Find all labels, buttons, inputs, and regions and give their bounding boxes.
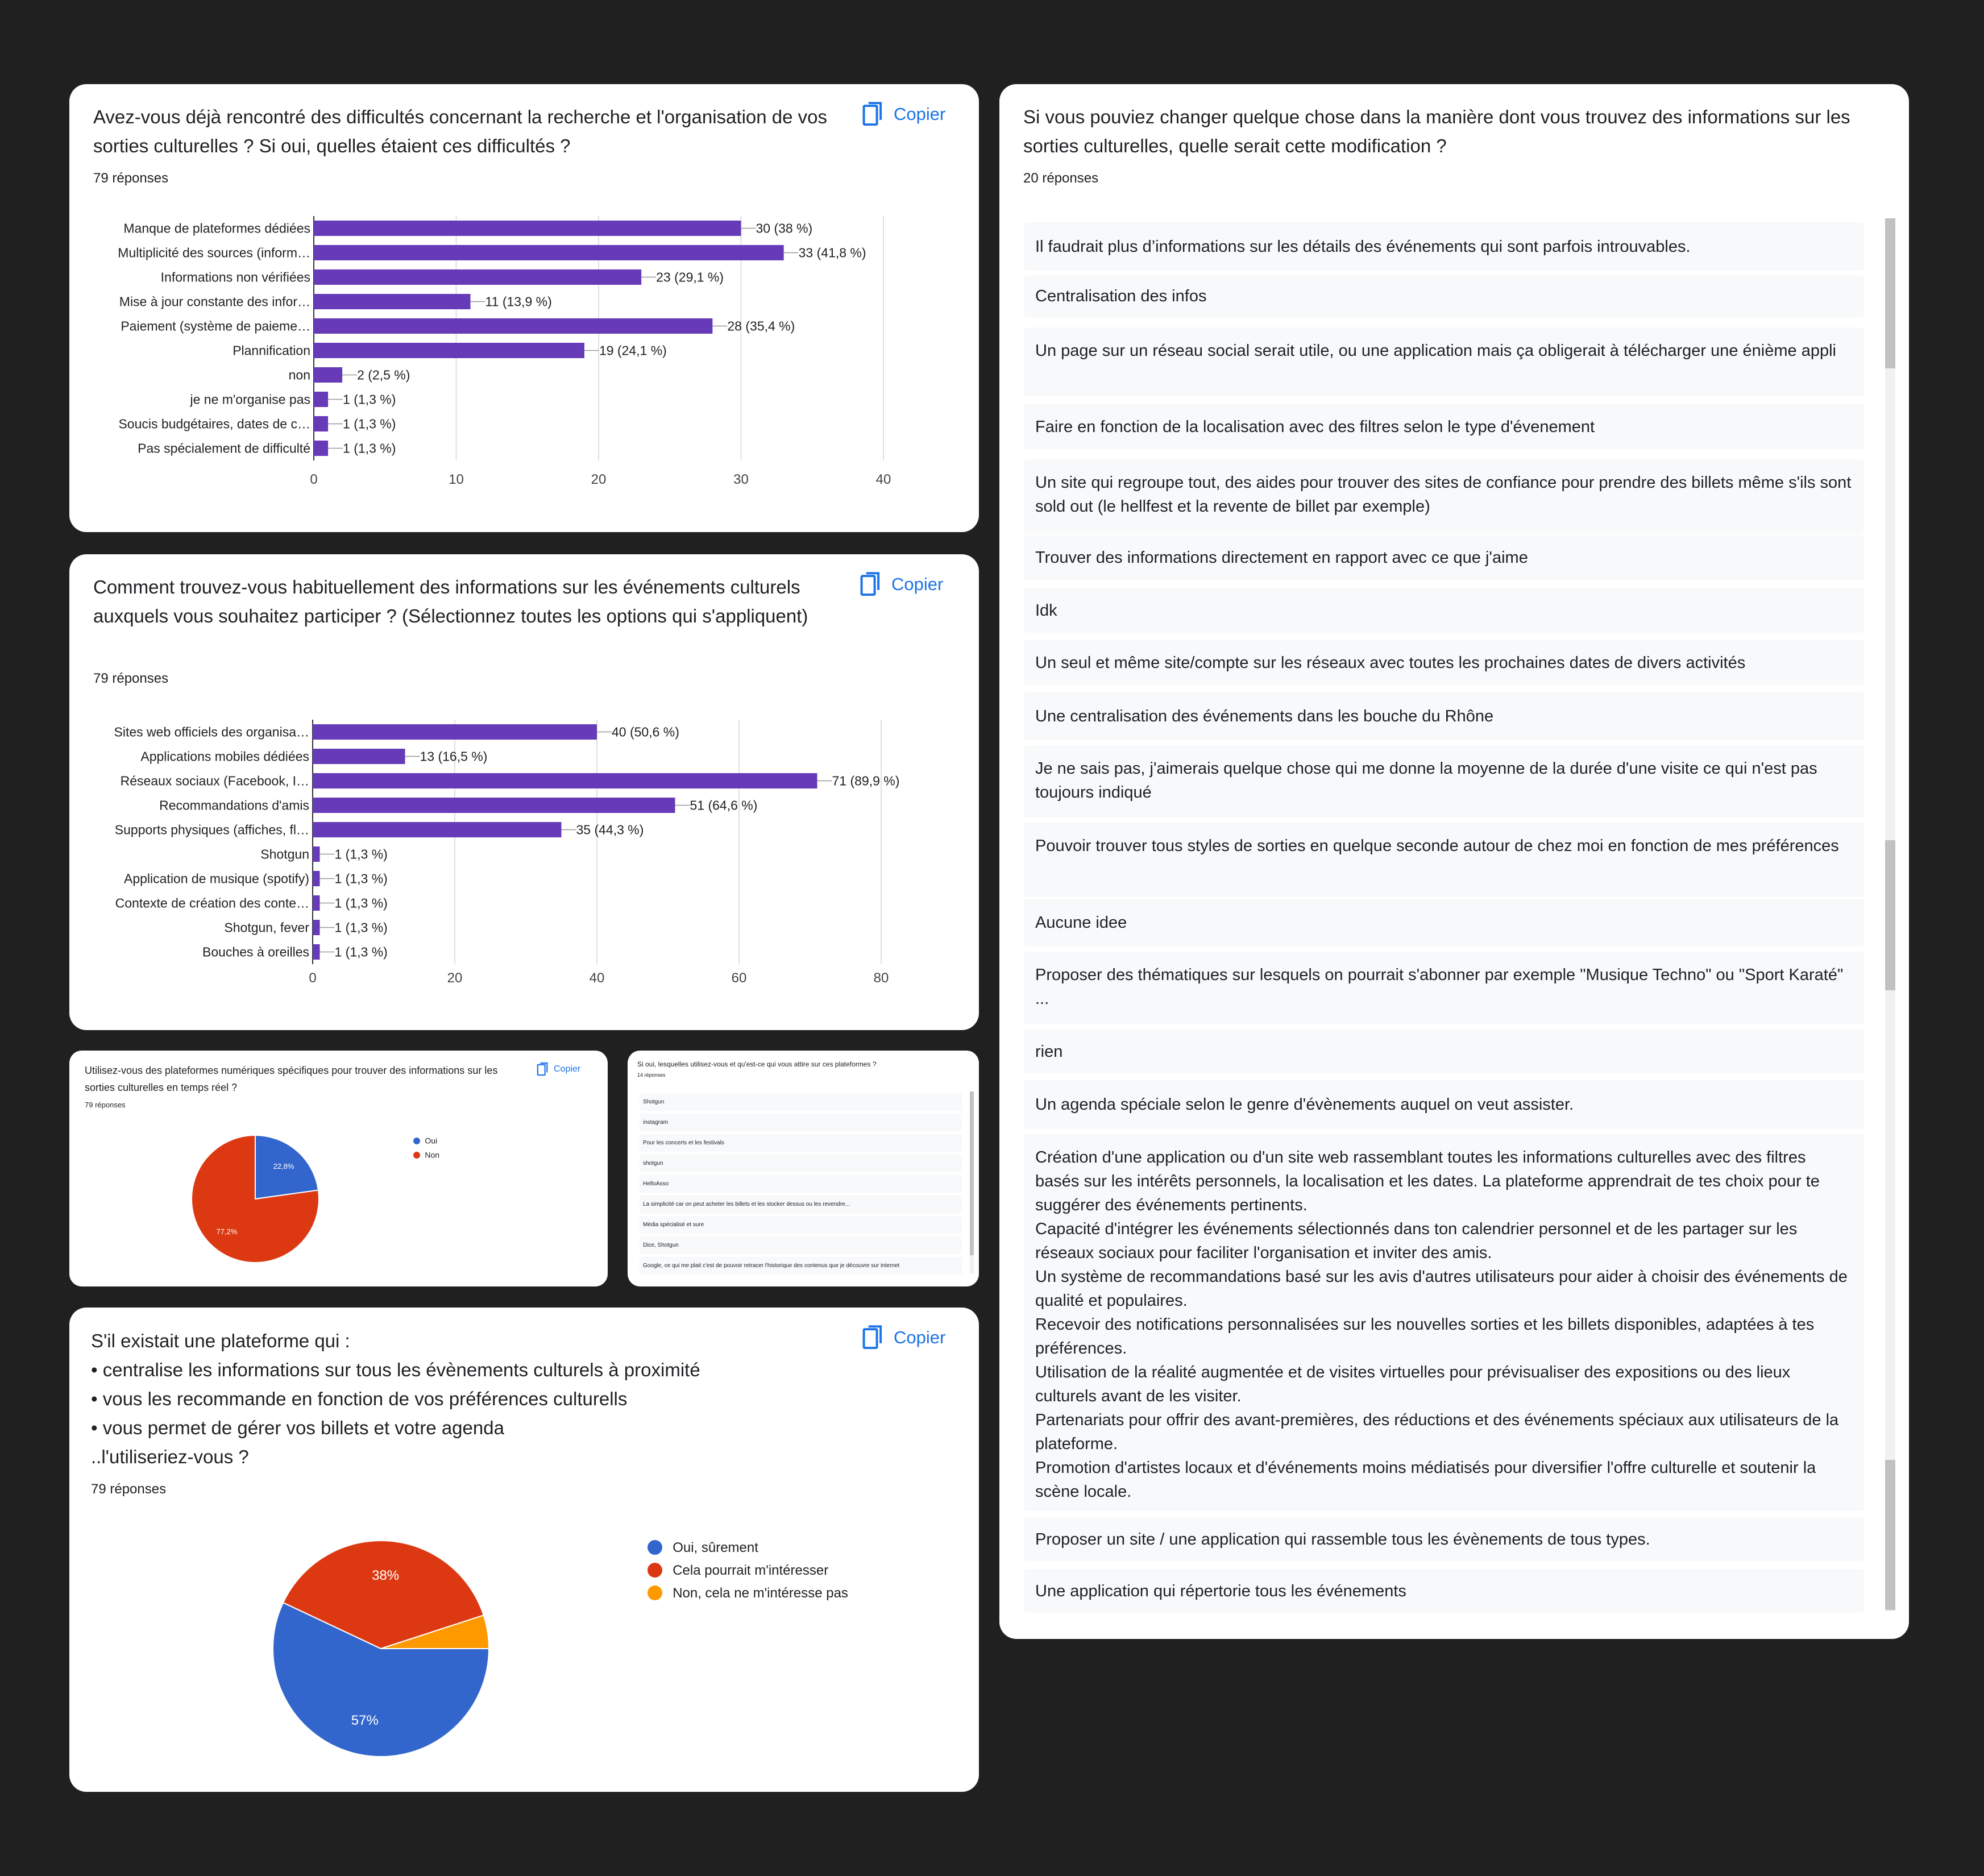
response-item (1024, 823, 1864, 897)
response-item (1024, 1517, 1864, 1561)
response-text: Un page sur un réseau social serait utile, ou une application mais ça obligerait à télécharger une énième appli (1035, 342, 1836, 360)
title-line: S'il existait une plateforme qui : (91, 1330, 350, 1351)
bar (314, 294, 471, 309)
y-category-label: Bouches à oreilles (202, 944, 309, 960)
x-tick-label: 60 (731, 970, 747, 986)
copy-label: Copier (894, 1327, 946, 1347)
legend-swatch (648, 1563, 662, 1578)
data-label: 2 (2,5 %) (357, 367, 410, 383)
data-label: 35 (44,3 %) (576, 822, 644, 837)
y-category-label: Manque de plateformes dédiées (123, 221, 310, 236)
bar (314, 269, 641, 285)
data-label: 1 (1,3 %) (334, 871, 388, 886)
response-text: Il faudrait plus d’informations sur les détails des événements qui sont parfois introuvables. (1035, 237, 1691, 256)
question-card-digital-platforms (69, 1051, 608, 1286)
scroll-thumb[interactable] (1885, 1460, 1895, 1610)
response-item (1024, 640, 1864, 685)
response-item (640, 1114, 962, 1131)
response-text: Shotgun (643, 1098, 665, 1105)
bar (313, 944, 320, 960)
response-item (1024, 404, 1864, 449)
response-item (640, 1175, 962, 1193)
y-category-label: Informations non vérifiées (160, 269, 310, 285)
data-label: 40 (50,6 %) (612, 724, 679, 740)
pie-chart-use-platform (69, 1308, 979, 1792)
response-count: 79 réponses (93, 171, 169, 186)
question-title: Si oui, lesquelles utilisez-vous et qu'est-ce qui vous attire sur ces plateformes ? (637, 1060, 877, 1068)
bar (314, 221, 741, 236)
y-category-label: je ne m'organise pas (190, 392, 310, 407)
question-title: Comment trouvez-vous habituellement des informations sur les événements culturels auxquels vous souhaitez participer ? (Sélectionnez toutes les options qui s'appliquent) (93, 576, 808, 626)
response-item (1024, 1134, 1864, 1511)
question-card-difficulties (69, 84, 979, 532)
response-item (1024, 1569, 1864, 1613)
data-label: 1 (1,3 %) (343, 441, 396, 456)
bar (313, 871, 320, 886)
y-category-label: Application de musique (spotify) (124, 871, 309, 886)
response-text: Un seul et même site/compte sur les réseaux avec toutes les prochaines dates de divers activités (1035, 653, 1746, 672)
slice-label: 57% (351, 1713, 379, 1729)
response-count: 79 réponses (85, 1101, 126, 1109)
response-item (1024, 275, 1864, 317)
bar (314, 367, 342, 383)
response-text: Média spécialisé et sure (643, 1221, 704, 1228)
y-category-label: Shotgun (260, 846, 309, 862)
bar (313, 749, 405, 764)
question-title: Utilisez-vous des plateformes numériques spécifiques pour trouver des informations sur les sorties culturelles en temps réel ? (85, 1065, 498, 1093)
question-title: Avez-vous déjà rencontré des difficultés concernant la recherche et l'organisation de vos sorties culturelles ? Si oui, quelles étaient ces difficultés ? (93, 106, 827, 156)
title-line: • centralise les informations sur tous les évènements culturels à proximité (91, 1359, 700, 1380)
data-label: 1 (1,3 %) (334, 920, 388, 935)
y-category-label: non (288, 367, 310, 383)
y-category-label: Recommandations d'amis (159, 798, 309, 813)
response-count: 20 réponses (1023, 171, 1099, 186)
response-item (640, 1155, 962, 1172)
x-tick-label: 20 (591, 472, 607, 487)
response-text: Une centralisation des événements dans les bouche du Rhône (1035, 707, 1494, 725)
x-tick-label: 10 (449, 472, 464, 487)
legend-label: Non, cela ne m'intéresse pas (673, 1586, 848, 1601)
bar (313, 822, 562, 837)
response-text: Création d'une application ou d'un site web rassemblant toutes les informations culturelles avec des filtres basés sur les intérêts personnels, la localisation et les dates. La plateforme apprendrait de tes choix pour te suggérer des événements pertinents. Capacité d'intégrer les événements sélectionnés dans ton calendrier personnel et de les partager sur les réseaux sociaux pour faciliter l'organisation et inviter des amis. Un système de recommandations basé sur les avis d'autres utilisateurs pour aider à choisir des événements de qualité et populaires. Recevoir des notifications personnalisées sur les nouvelles sorties et les billets disponibles, adaptées à tes préférences. Utilisation de la réalité augmentée et de visites virtuelles pour prévisualiser des expositions ou des lieux culturels avant de les visiter. Partenariats pour offrir des avant-premières, des réductions et des événements spéciaux aux utilisateurs de la plateforme. Promotion d'artistes locaux et d'événements moins médiatisés pour diversifier l'offre culturelle et soutenir la scène locale. (1035, 1148, 1848, 1501)
question-card-info-sources (69, 554, 979, 1030)
response-item (1024, 1030, 1864, 1073)
legend-swatch (413, 1138, 420, 1144)
data-label: 33 (41,8 %) (798, 245, 866, 260)
bar (313, 773, 817, 788)
data-label: 28 (35,4 %) (727, 318, 795, 334)
y-category-label: Supports physiques (affiches, fl… (114, 822, 309, 837)
y-category-label: Shotgun, fever (224, 920, 309, 935)
y-category-label: Sites web officiels des organisa… (114, 724, 309, 740)
bar-chart-info-sources (69, 554, 979, 1030)
response-text: Trouver des informations directement en rapport avec ce que j'aime (1035, 548, 1528, 567)
response-item (1024, 459, 1864, 534)
legend-swatch (648, 1540, 662, 1555)
legend-label: Cela pourrait m'intéresser (673, 1563, 829, 1578)
response-text: Un site qui regroupe tout, des aides pour trouver des sites de confiance pour prendre des billets même s'ils sont sold out (le hellfest et la revente de billet par exemple) (1035, 474, 1852, 516)
response-text: shotgun (643, 1160, 663, 1167)
data-label: 71 (89,9 %) (832, 773, 900, 788)
response-item (1024, 692, 1864, 740)
copy-label: Copier (894, 104, 946, 124)
response-text: Dice, Shotgun (643, 1242, 679, 1248)
response-item (1024, 535, 1864, 580)
response-text: Une application qui répertorie tous les événements (1035, 1582, 1406, 1600)
response-item (1024, 588, 1864, 633)
response-text: Je ne sais pas, j'aimerais quelque chose qui me donne la moyenne de la durée d'une visite ce qui n'est pas toujours indiqué (1035, 759, 1817, 802)
x-tick-label: 0 (310, 472, 318, 487)
response-text: La simplicité car on peut acheter les billets et les stocker dessus ou les revendre... (643, 1201, 850, 1207)
bar (314, 441, 328, 456)
response-item (640, 1134, 962, 1152)
x-tick-label: 30 (733, 472, 749, 487)
response-item (640, 1257, 962, 1275)
title-line: • vous les recommande en fonction de vos préférences culturells (91, 1388, 628, 1409)
y-category-label: Pas spécialement de difficulté (138, 441, 310, 456)
slice-label: 22,8% (273, 1161, 294, 1171)
bar (314, 318, 712, 334)
pie-chart-digital-platforms (69, 1051, 608, 1286)
scroll-thumb[interactable] (1885, 840, 1895, 990)
response-count: 14 réponses (637, 1072, 666, 1078)
y-category-label: Applications mobiles dédiées (140, 749, 309, 764)
response-count: 79 réponses (91, 1481, 167, 1497)
bar (313, 920, 320, 935)
bar (313, 846, 320, 862)
data-label: 1 (1,3 %) (343, 416, 396, 431)
data-label: 13 (16,5 %) (420, 749, 488, 764)
response-text: Faire en fonction de la localisation avec des filtres selon le type d'évenement (1035, 417, 1595, 436)
response-text: Pouvoir trouver tous styles de sorties en quelque seconde autour de chez moi en fonction de mes préférences (1035, 837, 1839, 855)
legend-label: Non (425, 1150, 440, 1160)
bar (313, 895, 320, 911)
y-category-label: Contexte de création des conte… (115, 895, 309, 911)
response-item (1024, 222, 1864, 271)
response-text: Centralisation des infos (1035, 287, 1207, 305)
response-item (640, 1093, 962, 1111)
data-label: 51 (64,6 %) (690, 798, 758, 813)
y-category-label: Réseaux sociaux (Facebook, I… (120, 773, 309, 788)
response-text: Idk (1035, 601, 1057, 620)
y-category-label: Mise à jour constante des infor… (119, 294, 310, 309)
slice-label: 38% (372, 1568, 400, 1584)
legend-label: Oui, sûrement (673, 1540, 758, 1555)
legend-label: Oui (425, 1136, 438, 1145)
scroll-thumb[interactable] (1885, 218, 1895, 368)
bar (314, 343, 584, 358)
data-label: 30 (38 %) (756, 221, 813, 236)
x-tick-label: 0 (309, 970, 317, 986)
response-text: Proposer un site / une application qui rassemble tous les évènements de tous types. (1035, 1530, 1650, 1549)
response-count: 79 réponses (93, 671, 169, 686)
bar (314, 245, 784, 260)
x-tick-label: 40 (875, 472, 891, 487)
title-line: • vous permet de gérer vos billets et votre agenda (91, 1417, 504, 1438)
response-text: Un agenda spéciale selon le genre d'évènements auquel on veut assister. (1035, 1095, 1574, 1114)
y-category-label: Plannification (233, 343, 310, 358)
data-label: 1 (1,3 %) (343, 392, 396, 407)
legend-swatch (648, 1586, 662, 1600)
response-text: instagram (643, 1119, 668, 1126)
x-tick-label: 40 (589, 970, 605, 986)
y-category-label: Multiplicité des sources (inform… (118, 245, 310, 260)
y-category-label: Soucis budgétaires, dates de c… (118, 416, 310, 431)
bar (313, 798, 675, 813)
data-label: 1 (1,3 %) (334, 895, 388, 911)
x-tick-label: 20 (447, 970, 463, 986)
y-category-label: Paiement (système de paieme… (121, 318, 310, 334)
bar (313, 724, 597, 740)
response-text: Proposer des thématiques sur lesquels on pourrait s'abonner par exemple "Musique Techno" ou "Sport Karaté" ... (1035, 966, 1844, 1008)
slice-label: 77,2% (216, 1227, 238, 1236)
data-label: 1 (1,3 %) (334, 944, 388, 960)
data-label: 11 (13,9 %) (485, 294, 552, 309)
response-item (1024, 952, 1864, 1024)
response-item (1024, 745, 1864, 817)
response-item (640, 1236, 962, 1254)
bar (314, 416, 328, 431)
response-text: Google, ce qui me plait c'est de pouvoir retracer l'historique des contenus que je découvre sur internet (643, 1262, 900, 1269)
data-label: 23 (29,1 %) (656, 269, 724, 285)
bar-chart-difficulties (69, 84, 979, 532)
bar (314, 392, 328, 407)
question-title: Si vous pouviez changer quelque chose dans la manière dont vous trouvez des informations sur les sorties culturelles, quelle serait cette modification ? (1023, 106, 1850, 156)
response-item (1024, 327, 1864, 396)
response-text: HelloAsso (643, 1180, 669, 1187)
x-tick-label: 80 (873, 970, 889, 986)
response-text: rien (1035, 1042, 1063, 1061)
response-item (640, 1216, 962, 1234)
data-label: 1 (1,3 %) (334, 846, 388, 862)
title-line: ..l'utiliseriez-vous ? (91, 1446, 249, 1467)
response-text: Pour les concerts et les festivals (643, 1139, 724, 1146)
response-item (640, 1196, 962, 1213)
data-label: 19 (24,1 %) (599, 343, 667, 358)
response-item (1024, 1080, 1864, 1129)
response-item (1024, 899, 1864, 946)
copy-label: Copier (554, 1064, 581, 1074)
copy-label: Copier (891, 574, 944, 594)
legend-swatch (413, 1152, 420, 1159)
question-card-use-platform (69, 1308, 979, 1792)
response-text: Aucune idee (1035, 913, 1127, 932)
scroll-thumb[interactable] (970, 1091, 974, 1255)
